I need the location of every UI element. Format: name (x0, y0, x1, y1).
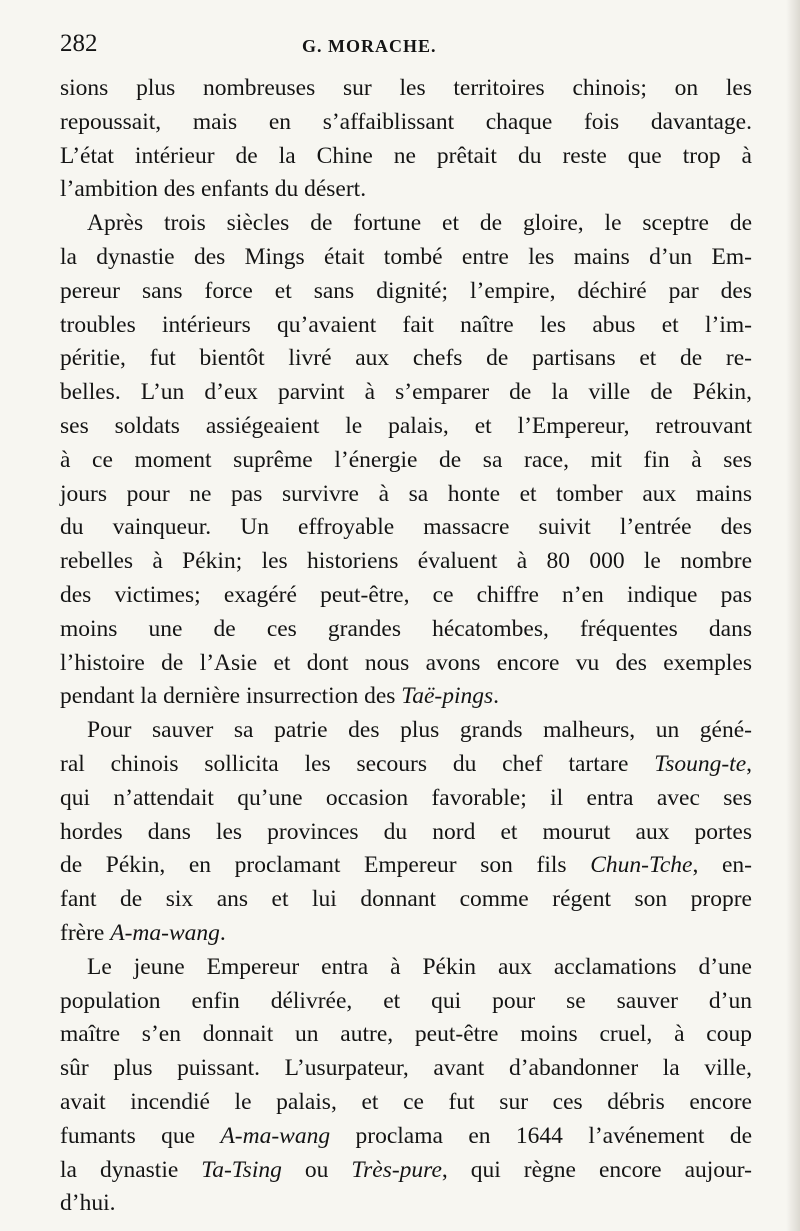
text-fragment: ou (304, 1156, 329, 1183)
paragraph-4 (60, 951, 752, 1221)
text-line: hordes dans les provinces du nord et mourut aux portes (60, 818, 752, 845)
text-line (60, 849, 752, 883)
text-line: maître s’en donnait un autre, peut-être moins cruel, à coup (60, 1021, 752, 1048)
text-line (60, 1120, 752, 1154)
text-fragment: , qui règne encore aujour- (441, 1156, 752, 1183)
text-line: l’ambition des enfants du désert. (60, 176, 367, 203)
text-line: l’histoire de l’Asie et dont nous avons encore vu des exemples (60, 649, 752, 676)
paragraph-1 (60, 72, 752, 207)
text-line: d’hui. (60, 1190, 116, 1217)
body-text (60, 72, 752, 1221)
paragraph-2 (60, 207, 752, 714)
page-number: 282 (60, 30, 98, 57)
text-fragment: la dynastie (60, 1156, 179, 1183)
page-header (60, 30, 750, 66)
text-line (60, 748, 752, 782)
text-line: rebelles à Pékin; les historiens évaluent à 80 000 le nombre (60, 548, 752, 575)
text-fragment: ral chinois sollicita les secours du chef tartare (60, 750, 629, 777)
text-line: Pour sauver sa patrie des plus grands malheurs, un géné- (87, 717, 752, 744)
text-fragment: pendant la dernière insurrection des (60, 683, 396, 710)
punctuation: . (493, 683, 499, 710)
italic-term: Tsoung-te (654, 750, 747, 777)
text-line: belles. L’un d’eux parvint à s’emparer de la ville de Pékin, (60, 379, 752, 406)
italic-term: A-ma-wang (220, 1122, 331, 1149)
italic-term: Très-pure (351, 1156, 442, 1183)
page-edge-shadow (786, 0, 800, 1231)
text-line: repoussait, mais en s’affaiblissant chaque fois davantage. (60, 108, 752, 135)
italic-term: Taë-pings (401, 683, 494, 710)
text-line: des victimes; exagéré peut-être, ce chiffre n’en indique pas (60, 581, 752, 608)
text-line: troubles intérieurs qu’avaient fait naître les abus et l’im- (60, 311, 752, 338)
text-line (60, 1154, 752, 1188)
text-line: du vainqueur. Un effroyable massacre suivit l’entrée des (60, 514, 752, 541)
paragraph-3 (60, 714, 752, 951)
text-line: Le jeune Empereur entra à Pékin aux acclamations d’une (87, 953, 752, 980)
text-fragment: frère (60, 919, 105, 946)
text-line: à ce moment suprême l’énergie de sa race, mit fin à ses (60, 446, 752, 473)
text-line: fant de six ans et lui donnant comme régent son propre (60, 886, 752, 913)
text-fragment: de Pékin, en proclamant Empereur son fils (60, 852, 567, 879)
text-line: jours pour ne pas survivre à sa honte et tomber aux mains (60, 480, 752, 507)
text-line: Après trois siècles de fortune et de gloire, le sceptre de (87, 210, 752, 237)
text-line: moins une de ces grandes hécatombes, fréquentes dans (60, 615, 752, 642)
running-head: G. MORACHE. (302, 36, 437, 56)
text-line: péritie, fut bientôt livré aux chefs de partisans et de re- (60, 345, 752, 372)
text-line: ses soldats assiégeaient le palais, et l’Empereur, retrouvant (60, 412, 752, 439)
italic-term: A-ma-wang (110, 919, 220, 946)
text-fragment: proclama en 1644 l’avénement de (355, 1122, 753, 1149)
text-fragment: fumants que (60, 1122, 196, 1149)
text-line (60, 680, 752, 714)
text-line (60, 917, 752, 951)
text-line: L’état intérieur de la Chine ne prêtait du reste que trop à (60, 142, 752, 169)
text-line: sions plus nombreuses sur les territoires chinois; on les (60, 75, 752, 101)
punctuation: , (746, 750, 753, 777)
text-line: population enfin délivrée, et qui pour se sauver d’un (60, 987, 752, 1014)
text-line: la dynastie des Mings était tombé entre les mains d’un Em- (60, 243, 752, 270)
text-line: avait incendié le palais, et ce fut sur ces débris encore (60, 1088, 752, 1115)
text-line: sûr plus puissant. L’usurpateur, avant d’abandonner la ville, (60, 1055, 752, 1082)
text-fragment: , en- (692, 852, 753, 879)
italic-term: Ta-Tsing (201, 1156, 282, 1183)
text-line: pereur sans force et sans dignité; l’empire, déchiré par des (60, 277, 752, 304)
text-line: qui n’attendait qu’une occasion favorable; il entra avec ses (60, 784, 752, 811)
punctuation: . (219, 919, 226, 946)
italic-term: Chun-Tche (590, 852, 693, 879)
